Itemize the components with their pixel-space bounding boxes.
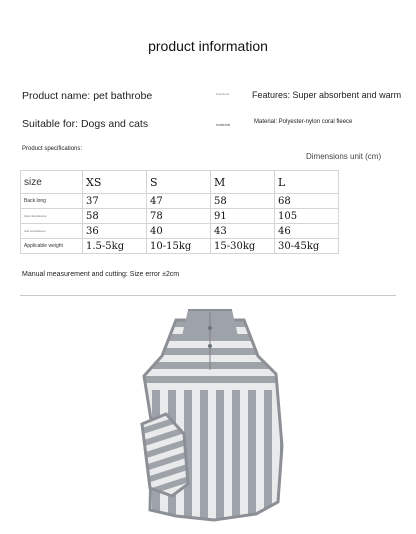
product-material: Material: Polyester-nylon coral fleece xyxy=(254,119,353,125)
table-cell: 30-45kg xyxy=(275,239,339,254)
size-column-header: XS xyxy=(83,171,147,194)
row-label: chest circumference xyxy=(21,209,83,224)
table-cell: 10-15kg xyxy=(147,239,211,254)
measurement-note: Manual measurement and cutting: Size error ±2cm xyxy=(22,271,180,278)
table-cell: 43 xyxy=(211,224,275,239)
table-cell: 1.5-5kg xyxy=(83,239,147,254)
robe-stripe xyxy=(136,390,144,528)
table-cell: 36 xyxy=(83,224,147,239)
size-table xyxy=(20,170,339,254)
table-row xyxy=(21,224,339,239)
table-cell: 78 xyxy=(147,209,211,224)
table-row xyxy=(21,209,339,224)
product-features: Features: Super absorbent and warm xyxy=(252,90,402,100)
page-title: product information xyxy=(148,38,268,54)
table-cell: 58 xyxy=(83,209,147,224)
specifications-label: Product specifications: xyxy=(22,146,83,152)
snap-button-icon xyxy=(208,326,212,330)
robe-stripe xyxy=(232,390,240,528)
table-cell: 68 xyxy=(275,194,339,209)
dimensions-unit: Dimensions unit (cm) xyxy=(306,152,382,161)
table-row xyxy=(21,239,339,254)
table-cell: 15-30kg xyxy=(211,239,275,254)
size-column-header: M xyxy=(211,171,275,194)
robe-stripe xyxy=(136,376,286,383)
table-cell: 47 xyxy=(147,194,211,209)
table-header-label: size xyxy=(21,171,83,194)
robe-stripe xyxy=(248,390,256,528)
table-row xyxy=(21,194,339,209)
robe-stripe xyxy=(200,390,208,528)
robe-stripe xyxy=(216,390,224,528)
product-name: Product name: pet bathrobe xyxy=(22,90,153,102)
robe-stripe xyxy=(136,348,286,355)
material-small-label: material xyxy=(216,122,231,127)
table-cell: 91 xyxy=(211,209,275,224)
table-cell: 58 xyxy=(211,194,275,209)
table-header-row xyxy=(21,171,339,194)
row-label: neck circumference xyxy=(21,224,83,239)
size-column-header: L xyxy=(275,171,339,194)
snap-button-icon xyxy=(208,344,212,348)
table-cell: 40 xyxy=(147,224,211,239)
size-column-header: S xyxy=(147,171,211,194)
row-label: Applicable weight xyxy=(21,239,83,254)
table-cell: 37 xyxy=(83,194,147,209)
suitable-for: Suitable for: Dogs and cats xyxy=(22,118,149,130)
pet-bathrobe-image xyxy=(136,306,286,528)
divider xyxy=(20,295,396,296)
features-small-label: Functions xyxy=(216,92,230,96)
table-cell: 105 xyxy=(275,209,339,224)
row-label: Back long xyxy=(21,194,83,209)
table-cell: 46 xyxy=(275,224,339,239)
